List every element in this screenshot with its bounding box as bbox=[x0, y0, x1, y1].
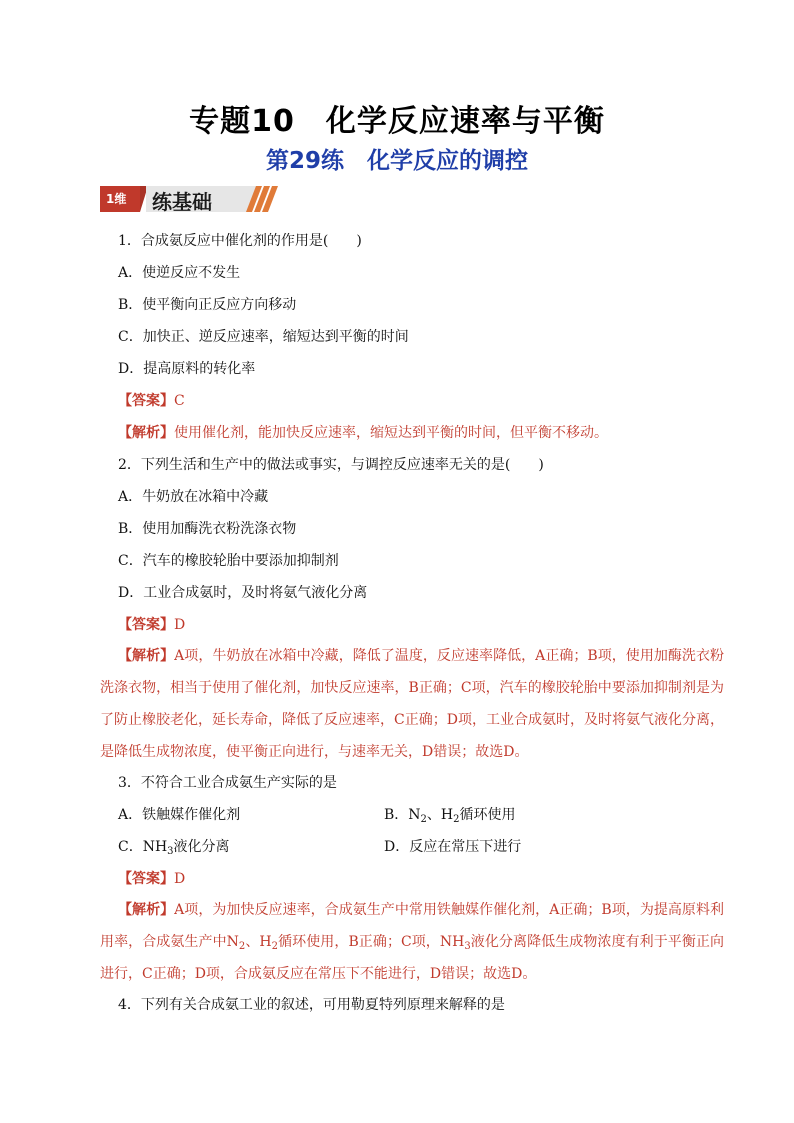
q1-answer bbox=[100, 388, 724, 420]
q1-option-c: C．加快正、逆反应速率，缩短达到平衡的时间 bbox=[118, 329, 409, 345]
analysis-tag: 【解析】 bbox=[118, 425, 174, 441]
answer-tag: 【答案】 bbox=[118, 393, 174, 409]
q1-option-b: B．使平衡向正反应方向移动 bbox=[118, 297, 297, 313]
page-subtitle: 第29练 化学反应的调控 bbox=[265, 148, 528, 174]
question-list bbox=[100, 228, 724, 1024]
analysis-text: A项，为加快反应速率，合成氨生产中常用铁触媒作催化剂，A正确；B项，为提高原料利用率，合成氨生产中$N_2$、$H_2$循环使用，B正确；C项，$NH_3$液化分离降低生成物浓度有利于平衡正向进行，C正确；D项，合成氨反应在常压下不能进行，D错误；故选D。 bbox=[100, 902, 724, 982]
analysis-tag: 【解析】 bbox=[118, 902, 175, 918]
q1-option-a: A．使逆反应不发生 bbox=[118, 265, 241, 281]
q1-analysis bbox=[100, 420, 724, 452]
q2-option-c: C．汽车的橡胶轮胎中要添加抑制剂 bbox=[118, 553, 339, 569]
banner-badge: 1维 bbox=[106, 192, 127, 206]
q2-option-a: A．牛奶放在冰箱中冷藏 bbox=[118, 489, 269, 505]
q3-option-c: C．$NH_3$液化分离 bbox=[118, 839, 230, 857]
analysis-text: 使用催化剂，能加快反应速率，缩短达到平衡的时间，但平衡不移动。 bbox=[174, 425, 608, 441]
q4-stem: 4．下列有关合成氨工业的叙述，可用勒夏特列原理来解释的是 bbox=[118, 997, 505, 1013]
q3-options-row-2 bbox=[100, 834, 724, 866]
analysis-tag: 【解析】 bbox=[118, 648, 175, 664]
answer-tag: 【答案】 bbox=[118, 617, 174, 633]
q1-stem: 1．合成氨反应中催化剂的作用是( ) bbox=[118, 233, 362, 249]
q2-option-b: B．使用加酶洗衣粉洗涤衣物 bbox=[118, 521, 297, 537]
answer-value: D bbox=[174, 871, 186, 887]
answer-tag: 【答案】 bbox=[118, 871, 174, 887]
banner-label: 练基础 bbox=[152, 190, 212, 214]
section-banner bbox=[100, 183, 278, 215]
q3-option-d: D．反应在常压下进行 bbox=[384, 839, 522, 855]
answer-value: D bbox=[174, 617, 186, 633]
q2-analysis bbox=[100, 640, 724, 768]
answer-value: C bbox=[174, 393, 185, 409]
q1-option-d: D．提高原料的转化率 bbox=[118, 361, 256, 377]
q2-option-d: D．工业合成氨时，及时将氨气液化分离 bbox=[118, 585, 368, 601]
analysis-text: A项，牛奶放在冰箱中冷藏，降低了温度，反应速率降低，A正确；B项，使用加酶洗衣粉洗涤衣物，相当于使用了催化剂，加快反应速率，B正确；C项，汽车的橡胶轮胎中要添加抑制剂是为了防止橡胶老化，延长寿命，降低了反应速率，C正确；D项，工业合成氨时，及时将氨气液化分离，是降低生成物浓度，使平衡正向进行，与速率无关，D错误；故选D。 bbox=[100, 648, 724, 760]
q3-analysis bbox=[100, 894, 724, 990]
page-title: 专题10 化学反应速率与平衡 bbox=[189, 104, 605, 139]
q2-stem: 2．下列生活和生产中的做法或事实，与调控反应速率无关的是( ) bbox=[118, 457, 544, 473]
q3-stem: 3．不符合工业合成氨生产实际的是 bbox=[118, 775, 337, 791]
q3-option-a: A．铁触媒作催化剂 bbox=[118, 807, 241, 823]
q3-option-b: B．$N_2$、$H_2$循环使用 bbox=[384, 807, 516, 825]
q3-options-row-1 bbox=[100, 802, 724, 834]
